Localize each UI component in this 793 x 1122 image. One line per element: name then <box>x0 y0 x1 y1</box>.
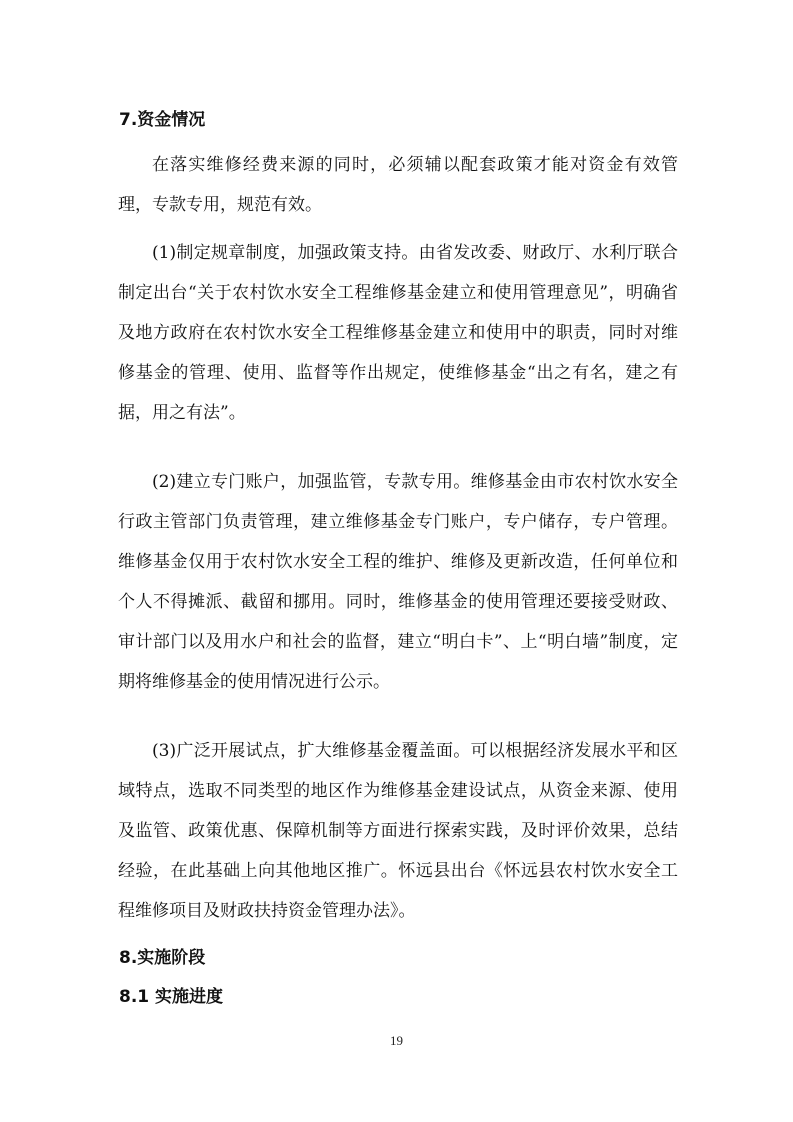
page-number: 19 <box>390 1033 403 1048</box>
section-heading-funding: 7.资金情况 <box>119 110 206 130</box>
paragraph-item-1: (1)制定规章制度，加强政策支持。由省发改委、财政厅、水利厅联合制定出台“关于农村饮水安全工程维修基金建立和使用管理意见”，明确省及地方政府在农村饮水安全工程维修基金建立和使用中的职责，同时对维修基金的管理、使用、监督等作出规定，使维修基金“出之有名，建之有据，用之有法”。 <box>118 243 678 423</box>
section-heading-implementation: 8.实施阶段 <box>119 948 206 968</box>
paragraph-item-3: (3)广泛开展试点，扩大维修基金覆盖面。可以根据经济发展水平和区域特点，选取不同类型的地区作为维修基金建设试点，从资金来源、使用及监管、政策优惠、保障机制等方面进行探索实践，及时评价效果，总结经验，在此基础上向其他地区推广。怀远县出台《怀远县农村饮水安全工程维修项目及财政扶持资金管理办法》。 <box>118 741 678 921</box>
paragraph-item-2: (2)建立专门账户，加强监管，专款专用。维修基金由市农村饮水安全行政主管部门负责管理，建立维修基金专门账户，专户储存，专户管理。维修基金仅用于农村饮水安全工程的维护、维修及更新改造，任何单位和个人不得摊派、截留和挪用。同时，维修基金的使用管理还要接受财政、审计部门以及用水户和社会的监督，建立“明白卡”、上“明白墙”制度，定期将维修基金的使用情况进行公示。 <box>118 472 678 692</box>
paragraph-intro: 在落实维修经费来源的同时，必须辅以配套政策才能对资金有效管理，专款专用，规范有效。 <box>118 155 678 215</box>
subsection-heading-progress: 8.1 实施进度 <box>119 987 224 1007</box>
